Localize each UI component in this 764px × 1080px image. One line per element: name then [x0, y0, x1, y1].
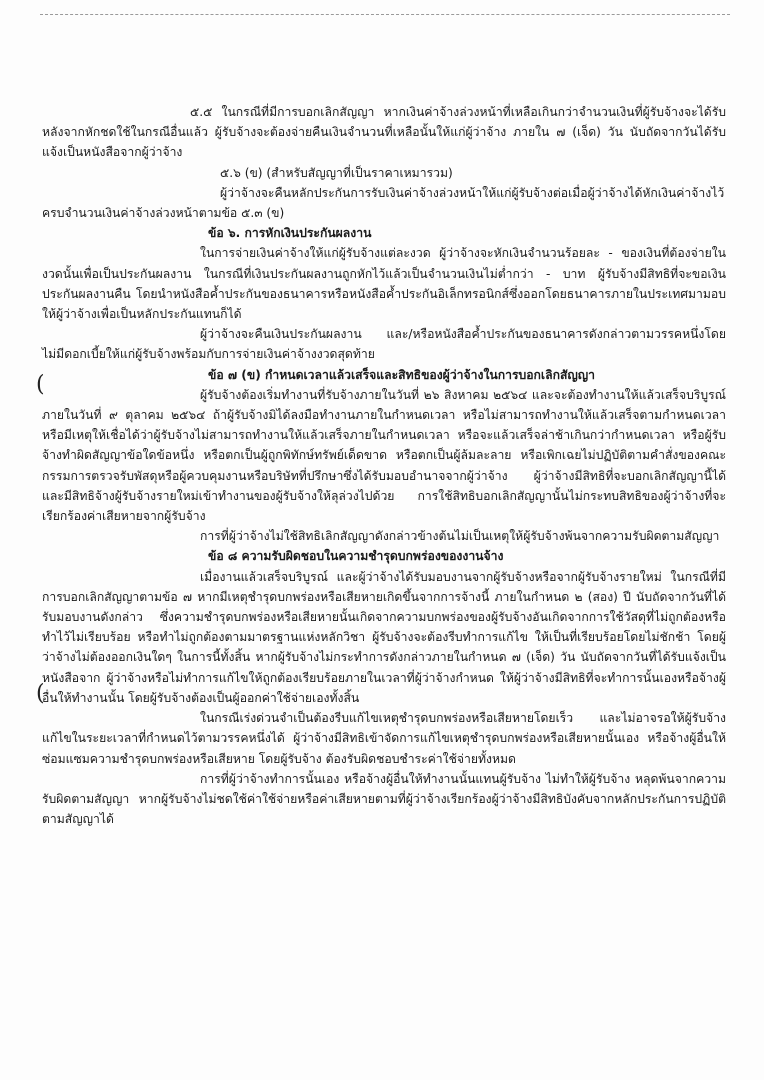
paragraph: เมื่องานแล้วเสร็จบริบูรณ์ และผู้ว่าจ้างได้รับมอบงานจากผู้รับจ้างหรือจากผู้รับจ้างรายใหม่ ในกรณีที่มีการบอกเลิกสัญญาตามข้อ ๗ หากมีเหตุชำรุดบกพร่องหรือเสียหายเกิดขึ้นจากการจ้างนี้ ภายในกำหนด ๒ (สอง) ปี นับถัดจากวันที่ได้รับมอบงานดังกล่าว ซึ่งความชำรุดบกพร่องหรือเสียหายนั้นเกิดจากความบกพร่องของผู้รับจ้างอันเกิดจากการใช้วัสดุที่ไม่ถูกต้องหรือทำไว้ไม่เรียบร้อย หรือทำไม่ถูกต้องตามมาตรฐานแห่งหลักวิชา ผู้รับจ้างจะต้องรีบทำการแก้ไข ให้เป็นที่เรียบร้อยโดยไม่ชักช้า โดยผู้ว่าจ้างไม่ต้องออกเงินใดๆ ในการนี้ทั้งสิ้น หากผู้รับจ้างไม่กระทำการดังกล่าวภายในกำหนด ๗ (เจ็ด) วัน นับถัดจากวันที่ได้รับแจ้งเป็นหนังสือจาก ผู้ว่าจ้างหรือไม่ทำการแก้ไขให้ถูกต้องเรียบร้อยภายในเวลาที่ผู้ว่าจ้างกำหนด ให้ผู้ว่าจ้างมีสิทธิที่จะทำการนั้นเองหรือจ้างผู้อื่นให้ทำงานนั้น โดยผู้รับจ้างต้องเป็นผู้ออกค่าใช้จ่ายเองทั้งสิ้น	[42, 569, 726, 705]
section-heading: ข้อ ๗ (ข) กำหนดเวลาแล้วเสร็จและสิทธิของผู้ว่าจ้างในการบอกเลิกสัญญา	[208, 367, 595, 382]
paragraph: ผู้รับจ้างต้องเริ่มทำงานที่รับจ้างภายในวันที่ ๒๖ สิงหาคม ๒๕๖๔ และจะต้องทำงานให้แล้วเสร็จบริบูรณ์ภายในวันที่ ๙ ตุลาคม ๒๕๖๔ ถ้าผู้รับจ้างมิได้ลงมือทำงานภายในกำหนดเวลา หรือไม่สามารถทำงานให้แล้วเสร็จตามกำหนดเวลา หรือมีเหตุให้เชื่อได้ว่าผู้รับจ้างไม่สามารถทำงานให้แล้วเสร็จภายในกำหนดเวลา หรือจะแล้วเสร็จล่าช้าเกินกว่ากำหนดเวลา หรือผู้รับจ้างทำผิดสัญญาข้อใดข้อหนึ่ง หรือตกเป็นผู้ถูกพิทักษ์ทรัพย์เด็ดขาด หรือตกเป็นผู้ล้มละลาย หรือเพิกเฉยไม่ปฏิบัติตามคำสั่งของคณะกรรมการตรวจรับพัสดุหรือผู้ควบคุมงานหรือบริษัทที่ปรึกษาซึ่งได้รับมอบอำนาจจากผู้ว่าจ้าง ผู้ว่าจ้างมีสิทธิที่จะบอกเลิกสัญญานี้ได้ และมีสิทธิจ้างผู้รับจ้างรายใหม่เข้าทำงานของผู้รับจ้างให้ลุล่วงไปด้วย การใช้สิทธิบอกเลิกสัญญานั้นไม่กระทบสิทธิของผู้ว่าจ้างที่จะเรียกร้องค่าเสียหายจากผู้รับจ้าง	[42, 387, 726, 524]
paragraph: ในการจ่ายเงินค่าจ้างให้แก่ผู้รับจ้างแต่ละงวด ผู้ว่าจ้างจะหักเงินจำนวนร้อยละ - ของเงินที่ต้องจ่ายในงวดนั้นเพื่อเป็นประกันผลงาน ในกรณีที่เงินประกันผลงานถูกหักไว้แล้วเป็นจำนวนเงินไม่ต่ำกว่า - บาท ผู้รับจ้างมีสิทธิที่จะขอเงินประกันผลงานคืน โดยนำหนังสือค้ำประกันของธนาคารหรือหนังสือค้ำประกันอิเล็กทรอนิกส์ซึ่งออกโดยธนาคารภายในประเทศมามอบให้ผู้ว่าจ้างเพื่อเป็นหลักประกันแทนก็ได้	[42, 246, 726, 322]
paragraph: ๕.๖ (ข) (สำหรับสัญญาที่เป็นราคาเหมารวม)	[220, 165, 453, 180]
document-body	[42, 102, 726, 829]
scan-top-border	[40, 14, 730, 15]
paragraph: ผู้ว่าจ้างจะคืนหลักประกันการรับเงินค่าจ้างล่วงหน้าให้แก่ผู้รับจ้างต่อเมื่อผู้ว่าจ้างได้หักเงินค่าจ้างไว้ครบจำนวนเงินค่าจ้างล่วงหน้าตามข้อ ๕.๓ (ข)	[42, 185, 725, 221]
paragraph: การที่ผู้ว่าจ้างทำการนั้นเอง หรือจ้างผู้อื่นให้ทำงานนั้นแทนผู้รับจ้าง ไม่ทำให้ผู้รับจ้าง หลุดพ้นจากความรับผิดตามสัญญา หากผู้รับจ้างไม่ชดใช้ค่าใช้จ่ายหรือค่าเสียหายตามที่ผู้ว่าจ้างเรียกร้องผู้ว่าจ้างมีสิทธิบังคับจากหลักประกันการปฏิบัติตามสัญญาได้	[42, 771, 726, 827]
paragraph: ๕.๕ ในกรณีที่มีการบอกเลิกสัญญา หากเงินค่าจ้างล่วงหน้าที่เหลือเกินกว่าจำนวนเงินที่ผู้รับจ้างจะได้รับหลังจากหักชดใช้ในกรณีอื่นแล้ว ผู้รับจ้างจะต้องจ่ายคืนเงินจำนวนที่เหลือนั้นให้แก่ผู้ว่าจ้าง ภายใน ๗ (เจ็ด) วัน นับถัดจากวันได้รับแจ้งเป็นหนังสือจากผู้ว่าจ้าง	[42, 105, 726, 160]
section-heading: ข้อ ๖. การหักเงินประกันผลงาน	[208, 226, 372, 241]
margin-bracket-mark: (	[36, 372, 45, 397]
paragraph: ผู้ว่าจ้างจะคืนเงินประกันผลงาน และ/หรือหนังสือค้ำประกันของธนาคารดังกล่าวตามวรรคหนึ่งโดยไม่มีดอกเบี้ยให้แก่ผู้รับจ้างพร้อมกับการจ่ายเงินค่าจ้างงวดสุดท้าย	[42, 327, 726, 362]
margin-bracket-mark: (	[36, 681, 45, 706]
section-heading: ข้อ ๘ ความรับผิดชอบในความชำรุดบกพร่องของงานจ้าง	[208, 549, 504, 564]
paragraph: ในกรณีเร่งด่วนจำเป็นต้องรีบแก้ไขเหตุชำรุดบกพร่องหรือเสียหายโดยเร็ว และไม่อาจรอให้ผู้รับจ้างแก้ไขในระยะเวลาที่กำหนดไว้ตามวรรคหนึ่งได้ ผู้ว่าจ้างมีสิทธิเข้าจัดการแก้ไขเหตุชำรุดบกพร่องหรือเสียหายนั้นเอง หรือจ้างผู้อื่นให้ซ่อมแซมความชำรุดบกพร่องหรือเสียหาย โดยผู้รับจ้าง ต้องรับผิดชอบชำระค่าใช้จ่ายทั้งหมด	[42, 711, 726, 766]
paragraph: การที่ผู้ว่าจ้างไม่ใช้สิทธิเลิกสัญญาดังกล่าวข้างต้นไม่เป็นเหตุให้ผู้รับจ้างพ้นจากความรับผิดตามสัญญา	[200, 529, 720, 544]
